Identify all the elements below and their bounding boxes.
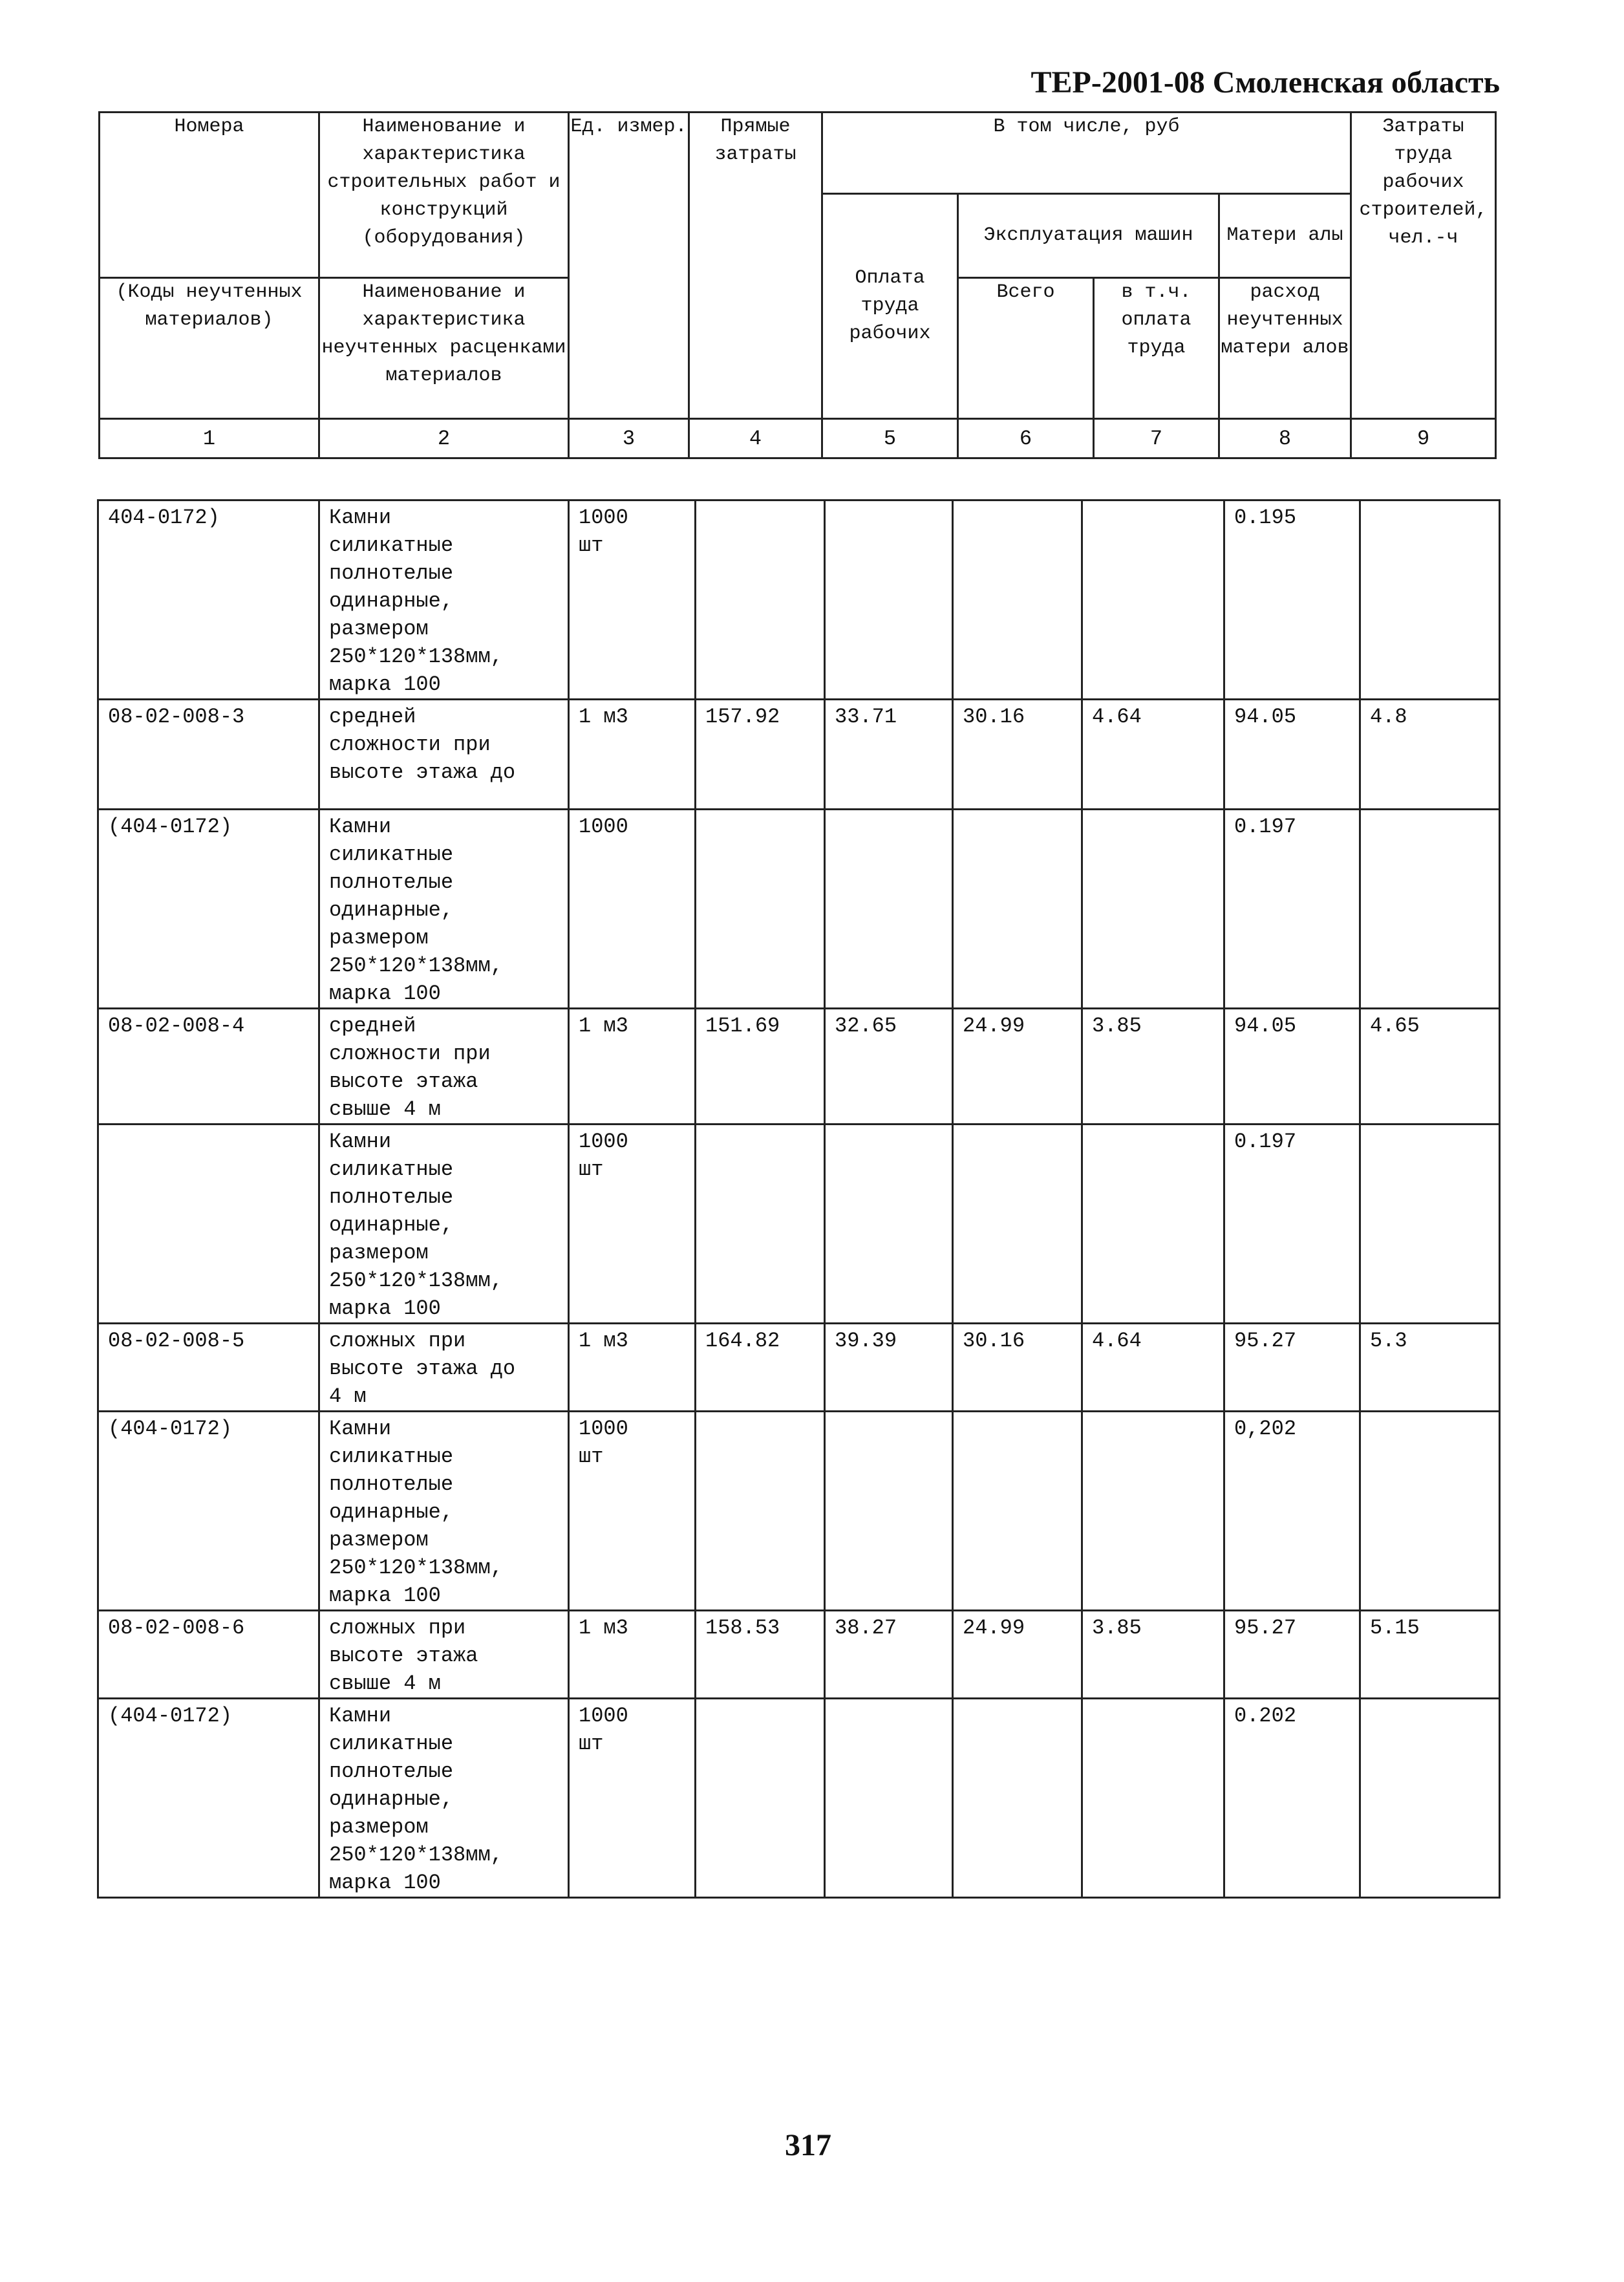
- cell-unit: 1 м3: [569, 700, 696, 810]
- table-row: [98, 501, 1500, 700]
- col-num-8: 8: [1219, 419, 1351, 458]
- cell-code: 08-02-008-5: [98, 1324, 319, 1412]
- header-codes: (Коды неучтенных материалов): [100, 278, 319, 419]
- cell-mat: 0.197: [1224, 1125, 1360, 1324]
- cell-mach: [953, 1699, 1082, 1898]
- cell-pay: 38.27: [825, 1611, 953, 1699]
- cell-mach-pay: [1082, 501, 1224, 700]
- header-incl: В том числе, руб: [822, 113, 1351, 194]
- header-mat: Матери алы: [1219, 194, 1351, 278]
- cell-pay: [825, 810, 953, 1009]
- cell-direct: [696, 1699, 825, 1898]
- cell-unit: 1000 шт: [569, 1412, 696, 1611]
- header-name: Наименование и характеристика строительных работ и конструкций (оборудования): [319, 113, 569, 278]
- header-name-mat: Наименование и характеристика неучтенных расценками материалов: [319, 278, 569, 419]
- table-row: [98, 700, 1500, 810]
- cell-name: Камни силикатные полнотелые одинарные, размером 250*120*138мм, марка 100: [319, 501, 569, 700]
- cell-unit: 1000 шт: [569, 1699, 696, 1898]
- cell-labor: [1360, 1412, 1500, 1611]
- table-row: [98, 1611, 1500, 1699]
- cell-unit: 1 м3: [569, 1611, 696, 1699]
- cell-labor: 4.8: [1360, 700, 1500, 810]
- header-labor: Затраты труда рабочих строителей, чел.-ч: [1351, 113, 1496, 419]
- cell-code: (404-0172): [98, 810, 319, 1009]
- cell-pay: 33.71: [825, 700, 953, 810]
- cell-code: (404-0172): [98, 1412, 319, 1611]
- col-num-2: 2: [319, 419, 569, 458]
- cell-labor: [1360, 1699, 1500, 1898]
- header-direct: Прямые затраты: [689, 113, 822, 419]
- cell-pay: [825, 1412, 953, 1611]
- cell-mat: 94.05: [1224, 700, 1360, 810]
- cell-code: [98, 1125, 319, 1324]
- table-row: [98, 1009, 1500, 1125]
- cell-mach-pay: [1082, 1412, 1224, 1611]
- cell-mach-pay: [1082, 1699, 1224, 1898]
- cell-direct: 151.69: [696, 1009, 825, 1125]
- cell-labor: [1360, 1125, 1500, 1324]
- cell-code: (404-0172): [98, 1699, 319, 1898]
- cell-labor: 4.65: [1360, 1009, 1500, 1125]
- header-mach-total: Всего: [958, 278, 1094, 419]
- cell-mat: 95.27: [1224, 1324, 1360, 1412]
- table-body: [97, 499, 1501, 1899]
- cell-mat: 0.197: [1224, 810, 1360, 1009]
- cell-direct: [696, 1412, 825, 1611]
- cell-name: средней сложности при высоте этажа свыше 4 м: [319, 1009, 569, 1125]
- table-row: [98, 1324, 1500, 1412]
- col-num-9: 9: [1351, 419, 1496, 458]
- cell-pay: [825, 1125, 953, 1324]
- cell-mach: [953, 501, 1082, 700]
- cell-mat: 95.27: [1224, 1611, 1360, 1699]
- cell-unit: 1 м3: [569, 1324, 696, 1412]
- cell-mach-pay: 4.64: [1082, 700, 1224, 810]
- cell-labor: [1360, 810, 1500, 1009]
- cell-code: 08-02-008-4: [98, 1009, 319, 1125]
- cell-unit: 1000: [569, 810, 696, 1009]
- table-row: [98, 1699, 1500, 1898]
- cell-direct: [696, 501, 825, 700]
- cell-name: Камни силикатные полнотелые одинарные, размером 250*120*138мм, марка 100: [319, 1125, 569, 1324]
- header-nomera: Номера: [100, 113, 319, 278]
- cell-labor: [1360, 501, 1500, 700]
- page-title: ТЕР-2001-08 Смоленская область: [1031, 65, 1500, 100]
- header-mach-pay: в т.ч. оплата труда: [1094, 278, 1219, 419]
- page-number: 317: [785, 2128, 831, 2162]
- cell-name: Камни силикатные полнотелые одинарные, размером 250*120*138мм, марка 100: [319, 1412, 569, 1611]
- cell-code: 08-02-008-6: [98, 1611, 319, 1699]
- cell-name: Камни силикатные полнотелые одинарные, размером 250*120*138мм, марка 100: [319, 810, 569, 1009]
- header-mach: Эксплуатация машин: [958, 194, 1219, 278]
- cell-pay: [825, 1699, 953, 1898]
- header-mat-use: расход неучтенных матери алов: [1219, 278, 1351, 419]
- cell-pay: 32.65: [825, 1009, 953, 1125]
- cell-direct: 158.53: [696, 1611, 825, 1699]
- col-num-1: 1: [100, 419, 319, 458]
- cell-direct: [696, 1125, 825, 1324]
- table-row: [98, 1412, 1500, 1611]
- cell-mach: 24.99: [953, 1009, 1082, 1125]
- cell-name: сложных при высоте этажа свыше 4 м: [319, 1611, 569, 1699]
- cell-pay: [825, 501, 953, 700]
- header-pay: Оплата труда рабочих: [822, 194, 958, 419]
- cell-code: 08-02-008-3: [98, 700, 319, 810]
- cell-direct: 164.82: [696, 1324, 825, 1412]
- cell-mach: [953, 1125, 1082, 1324]
- cell-name: сложных при высоте этажа до 4 м: [319, 1324, 569, 1412]
- cell-name: Камни силикатные полнотелые одинарные, размером 250*120*138мм, марка 100: [319, 1699, 569, 1898]
- cell-unit: 1000 шт: [569, 501, 696, 700]
- cell-direct: [696, 810, 825, 1009]
- cell-mat: 0,202: [1224, 1412, 1360, 1611]
- cell-mach: [953, 1412, 1082, 1611]
- cell-mach: 30.16: [953, 1324, 1082, 1412]
- header-unit: Ед. измер.: [569, 113, 689, 419]
- table-row: [98, 1125, 1500, 1324]
- cell-mach-pay: 3.85: [1082, 1611, 1224, 1699]
- cell-mach-pay: 4.64: [1082, 1324, 1224, 1412]
- cell-unit: 1000 шт: [569, 1125, 696, 1324]
- cell-code: 404-0172): [98, 501, 319, 700]
- col-num-7: 7: [1094, 419, 1219, 458]
- cell-labor: 5.15: [1360, 1611, 1500, 1699]
- table-header: [98, 111, 1497, 459]
- cell-mach-pay: [1082, 810, 1224, 1009]
- cell-mach: 30.16: [953, 700, 1082, 810]
- cell-direct: 157.92: [696, 700, 825, 810]
- cell-mach-pay: 3.85: [1082, 1009, 1224, 1125]
- table-row: [98, 810, 1500, 1009]
- cell-name: средней сложности при высоте этажа до: [319, 700, 569, 810]
- cell-unit: 1 м3: [569, 1009, 696, 1125]
- cell-labor: 5.3: [1360, 1324, 1500, 1412]
- col-num-4: 4: [689, 419, 822, 458]
- col-num-6: 6: [958, 419, 1094, 458]
- cell-mach-pay: [1082, 1125, 1224, 1324]
- cell-mach: [953, 810, 1082, 1009]
- cell-mat: 0.195: [1224, 501, 1360, 700]
- cell-mat: 0.202: [1224, 1699, 1360, 1898]
- cell-pay: 39.39: [825, 1324, 953, 1412]
- cell-mach: 24.99: [953, 1611, 1082, 1699]
- cell-mat: 94.05: [1224, 1009, 1360, 1125]
- col-num-5: 5: [822, 419, 958, 458]
- col-num-3: 3: [569, 419, 689, 458]
